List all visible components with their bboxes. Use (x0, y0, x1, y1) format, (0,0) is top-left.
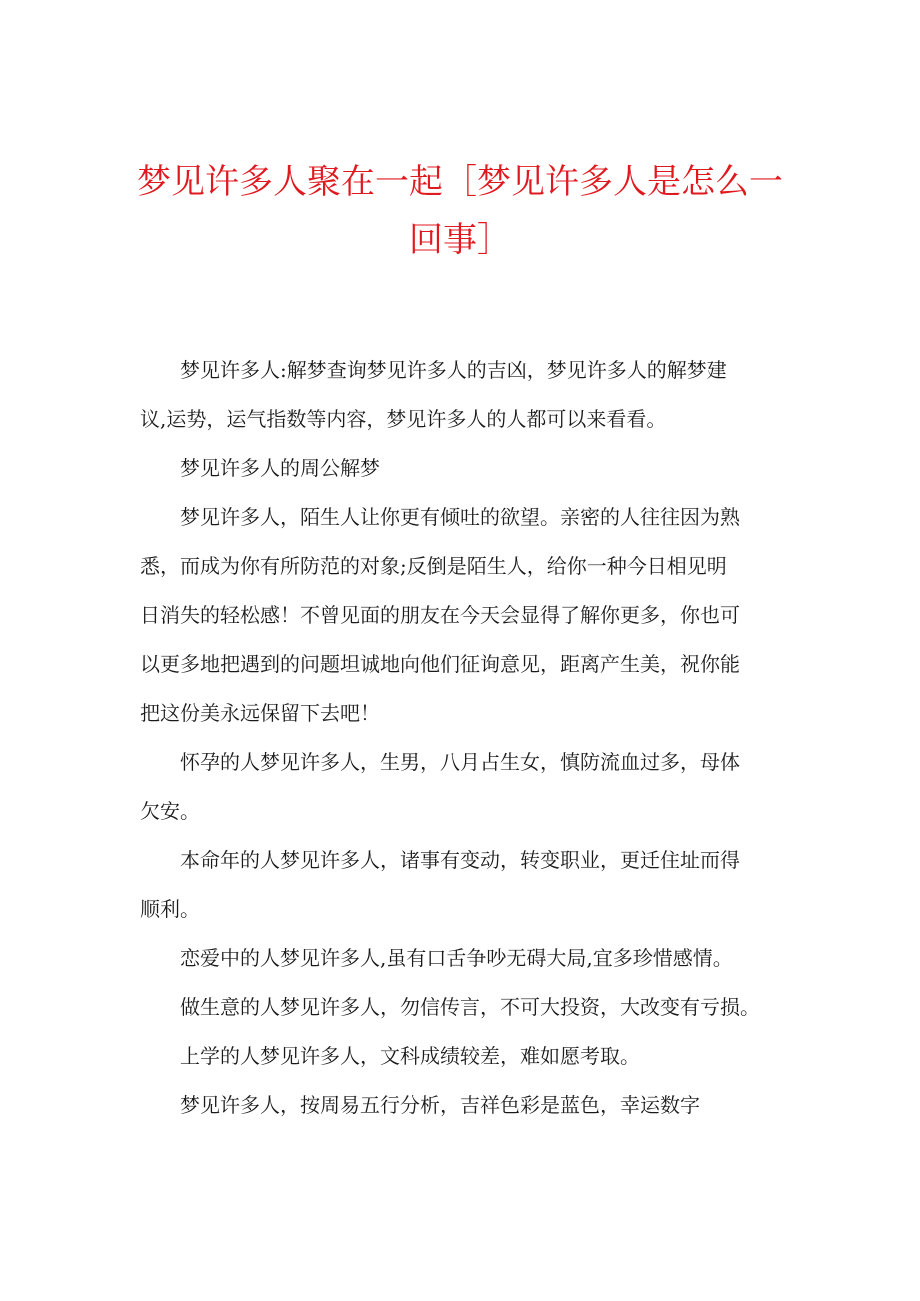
paragraph-line: 恋爱中的人梦见许多人,虽有口舌争吵无碍大局,宜多珍惜感情。 (140, 946, 733, 970)
paragraph-line: 怀孕的人梦见许多人，生男，八月占生女，慎防流血过多，母体 (140, 750, 740, 774)
paragraph-line: 顺利。 (140, 897, 200, 921)
paragraph-line: 日消失的轻松感！不曾见面的朋友在今天会显得了解你更多，你也可 (140, 603, 740, 627)
paragraph-line: 议,运势，运气指数等内容，梦见许多人的人都可以来看看。 (140, 407, 667, 431)
paragraph-line: 梦见许多人:解梦查询梦见许多人的吉凶，梦见许多人的解梦建 (140, 358, 727, 382)
document-title-line-1: 梦见许多人聚在一起［梦见许多人是怎么一 (137, 162, 783, 202)
paragraph-line: 以更多地把遇到的问题坦诚地向他们征询意见，距离产生美，祝你能 (140, 652, 740, 676)
paragraph-line: 梦见许多人，按周易五行分析，吉祥色彩是蓝色，幸运数字 (140, 1093, 700, 1117)
paragraph-line: 梦见许多人，陌生人让你更有倾吐的欲望。亲密的人往往因为熟 (140, 505, 740, 529)
paragraph-line: 上学的人梦见许多人，文科成绩较差，难如愿考取。 (140, 1044, 640, 1068)
paragraph-line: 悉，而成为你有所防范的对象;反倒是陌生人，给你一种今日相见明 (140, 554, 727, 578)
section-heading: 梦见许多人的周公解梦 (140, 456, 380, 480)
paragraph-line: 把这份美永远保留下去吧！ (140, 701, 380, 725)
document-title-line-2: 回事］ (409, 220, 511, 260)
paragraph-line: 本命年的人梦见许多人，诸事有变动，转变职业，更迁住址而得 (140, 848, 740, 872)
paragraph-line: 欠安。 (140, 799, 200, 823)
paragraph-line: 做生意的人梦见许多人，勿信传言，不可大投资，大改变有亏损。 (140, 995, 760, 1019)
